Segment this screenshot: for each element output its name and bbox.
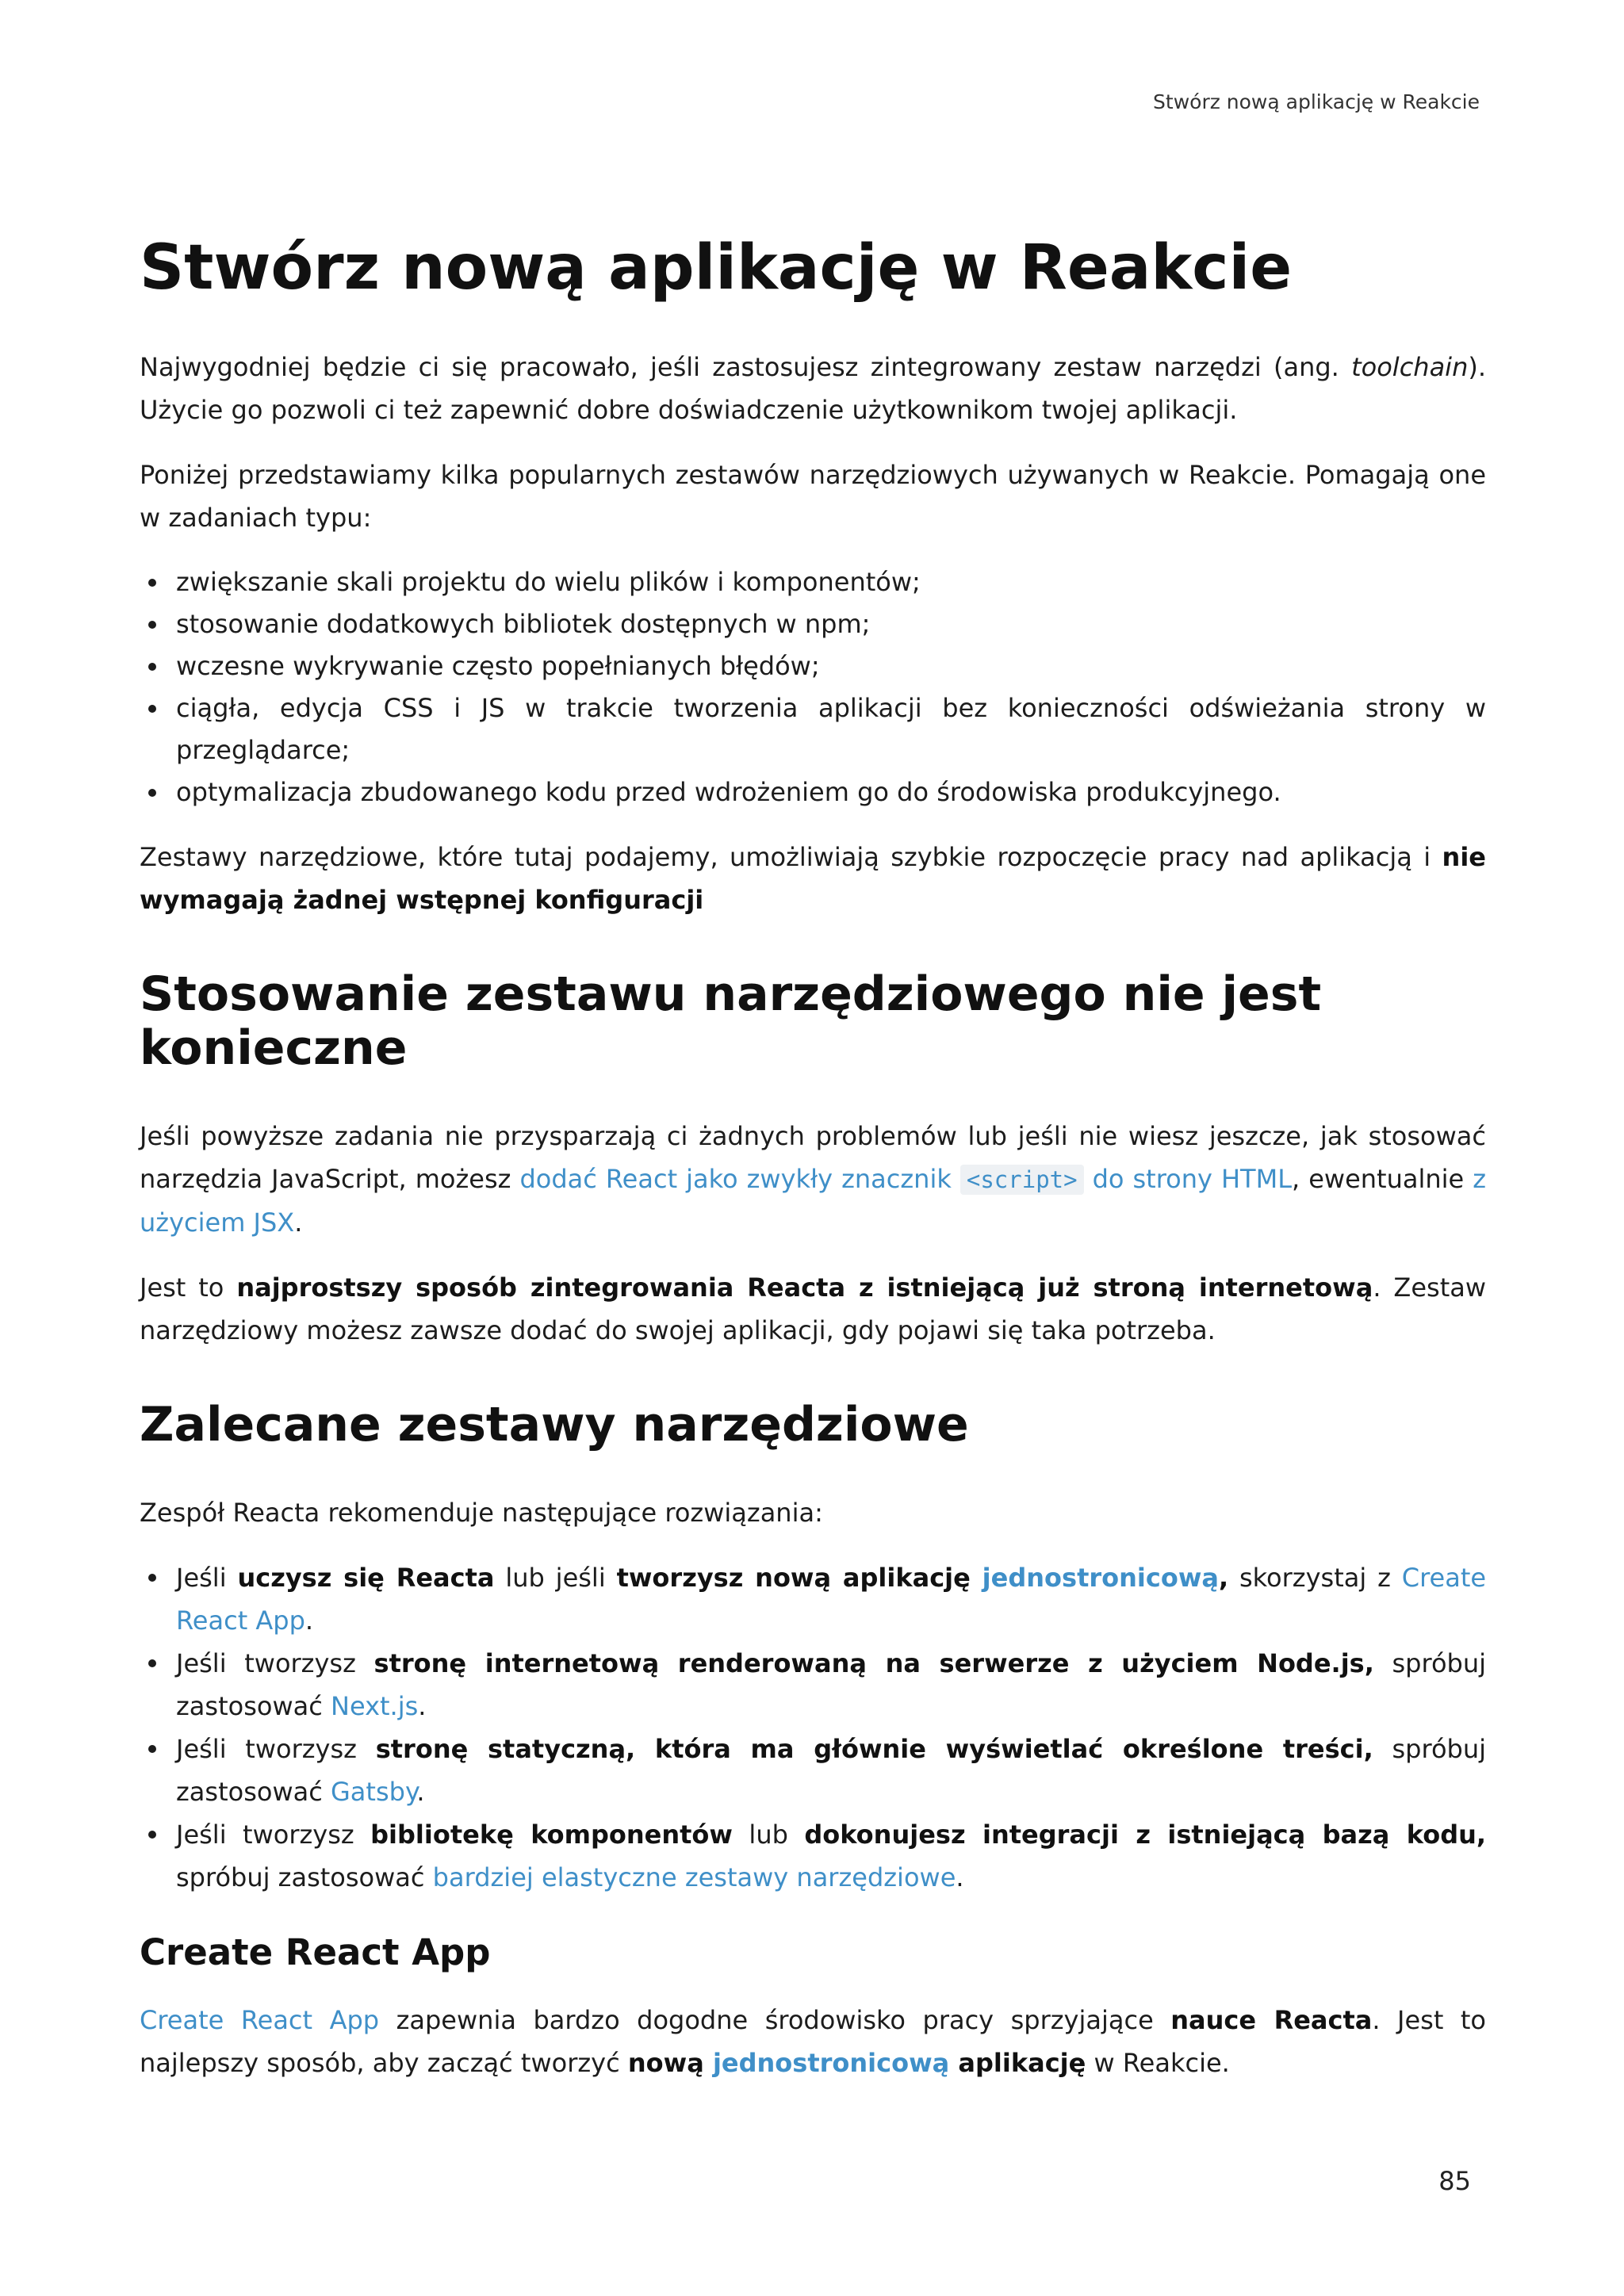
section-heading-recommended-toolchains: Zalecane zestawy narzędziowe: [140, 1397, 969, 1452]
jsx-link[interactable]: z użyciem JSX: [140, 1164, 1487, 1238]
list-item: Jeśli tworzysz bibliotekę komponentów lub dokonujesz integracji z istniejącą bazą kodu, spróbuj zastosować bardziej elastyczne zestawy narzędziowe.: [176, 1813, 1486, 1899]
flexible-toolchains-link[interactable]: bardziej elastyczne zestawy narzędziowe: [432, 1862, 956, 1892]
page-content: [140, 230, 1486, 2107]
list-item: stosowanie dodatkowych bibliotek dostępnych w npm;: [176, 603, 1486, 645]
toolchain-tasks-list: [140, 561, 1486, 813]
section-heading-toolchain-optional: Stosowanie zestawu narzędziowego nie jest konieczne: [140, 966, 1322, 1076]
single-page-app-link[interactable]: jednostronicową: [982, 1563, 1219, 1593]
section1-paragraph-2: Jest to najprostszy sposób zintegrowania Reacta z istniejącą już stroną internetową. Zestaw narzędziowy możesz zawsze dodać do swojej aplikacji, gdy pojawi się taka potrzeba.: [140, 1272, 1487, 1345]
toolchain-term: toolchain: [1351, 352, 1469, 382]
list-item: ciągła, edycja CSS i JS w trakcie tworzenia aplikacji bez konieczności odświeżania strony w przeglądarce;: [176, 687, 1486, 771]
section1-paragraph-1: Jeśli powyższe zadania nie przysparzają ci żadnych problemów lub jeśli nie wiesz jeszcze, jak stosować narzędzia JavaScript, możesz dodać React jako zwykły znacznik <script> do strony HTML, ewentualnie z użyciem JSX.: [140, 1121, 1487, 1238]
list-item: zwiększanie skali projektu do wielu plików i komponentów;: [176, 561, 1486, 603]
list-item: Jeśli tworzysz stronę statyczną, która ma głównie wyświetlać określone treści, spróbuj zastosować Gatsby.: [176, 1728, 1486, 1813]
page-title: Stwórz nową aplikację w Reakcie: [140, 232, 1293, 304]
intro-paragraph-3: Zestawy narzędziowe, które tutaj podajemy, umożliwiają szybkie rozpoczęcie pracy nad aplikacją i nie wymagają żadnej wstępnej konfiguracji: [140, 842, 1486, 915]
list-item: Jeśli tworzysz stronę internetową renderowaną na serwerze z użyciem Node.js, spróbuj zastosować Next.js.: [176, 1642, 1486, 1728]
create-react-app-link[interactable]: Create React App: [176, 1563, 1487, 1636]
recommended-toolchains-list: [140, 1556, 1486, 1899]
list-item: Jeśli uczysz się Reacta lub jeśli tworzysz nową aplikację jednostronicową, skorzystaj z Create React App.: [176, 1556, 1486, 1642]
create-react-app-link[interactable]: Create React App: [140, 2005, 380, 2035]
running-header: Stwórz nową aplikację w Reakcie: [1153, 90, 1480, 113]
section2-intro: Zespół Reacta rekomenduje następujące rozwiązania:: [140, 1498, 823, 1528]
list-item: optymalizacja zbudowanego kodu przed wdrożeniem go do środowiska produkcyjnego.: [176, 771, 1486, 813]
subsection-heading-create-react-app: Create React App: [140, 1931, 491, 1973]
page-number: 85: [1438, 2166, 1471, 2196]
section3-paragraph: Create React App zapewnia bardzo dogodne środowisko pracy sprzyjające nauce Reacta. Jest to najlepszy sposób, aby zacząć tworzyć nową jednostronicową aplikację w Reakcie.: [140, 2005, 1486, 2078]
intro-paragraph-1: Najwygodniej będzie ci się pracowało, jeśli zastosujesz zintegrowany zestaw narzędzi (ang. toolchain). Użycie go pozwoli ci też zapewnić dobre doświadczenie użytkownikom twojej aplikacji.: [140, 352, 1486, 425]
script-tag-code: <script>: [960, 1165, 1084, 1195]
nextjs-link[interactable]: Next.js: [331, 1691, 419, 1721]
list-item: wczesne wykrywanie często popełnianych błędów;: [176, 645, 1486, 687]
intro-paragraph-2: Poniżej przedstawiamy kilka popularnych zestawów narzędziowych używanych w Reakcie. Pomagają one w zadaniach typu:: [140, 460, 1486, 533]
single-page-app-link[interactable]: jednostronicową: [712, 2048, 950, 2078]
add-react-script-link[interactable]: dodać React jako zwykły znacznik <script> do strony HTML: [519, 1164, 1293, 1194]
gatsby-link[interactable]: Gatsby: [331, 1777, 417, 1807]
